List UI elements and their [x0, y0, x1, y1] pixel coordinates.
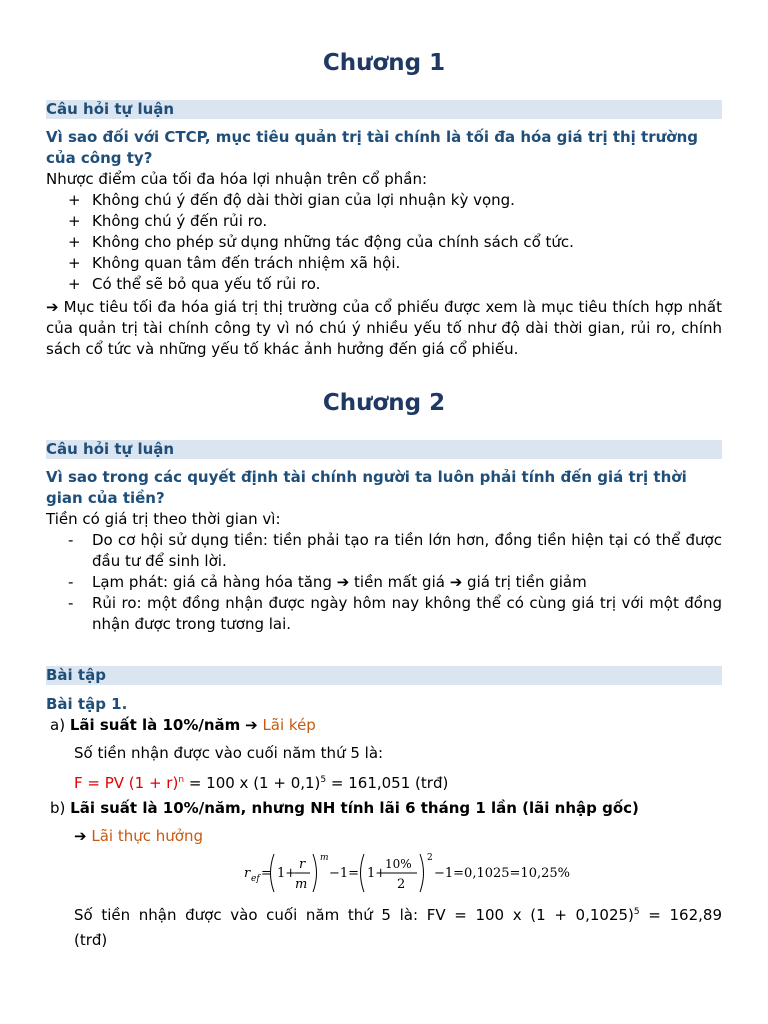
formula-one: 1+	[277, 866, 297, 881]
part-a-label: a)	[50, 716, 66, 734]
formula-m: m	[295, 877, 308, 892]
list-item: + Không cho phép sử dụng những tác động của chính sách cổ tức.	[46, 232, 722, 253]
part-b-line	[74, 902, 722, 926]
formula-eq: =	[261, 866, 272, 881]
exercise-section-bar: Bài tập	[46, 666, 722, 685]
paren-right	[313, 854, 317, 892]
part-b-line-end: = 162,89	[639, 906, 722, 924]
part-b-line-sup: 5	[633, 907, 640, 917]
formula-calc-sup: 5	[320, 775, 327, 785]
part-a-formula	[74, 770, 722, 794]
paren-right	[420, 854, 424, 892]
paren-left	[361, 854, 365, 892]
list-item: + Không chú ý đến độ dài thời gian của lợi nhuận kỳ vọng.	[46, 190, 722, 211]
formula-red-sup: n	[178, 775, 185, 785]
part-b-heading	[50, 798, 730, 819]
formula-result: −1=0,1025=10,25%	[434, 866, 571, 881]
formula-svg	[244, 848, 574, 898]
list-item: - Do cơ hội sử dụng tiền: tiền phải tạo ra tiền lớn hơn, đồng tiền hiện tại có thể được đầu tư để sinh lời.	[46, 530, 722, 572]
arrow-icon: ➔	[46, 298, 59, 316]
ch2-intro: Tiền có giá trị theo thời gian vì:	[46, 510, 281, 528]
ch2-question: Vì sao trong các quyết định tài chính người ta luôn phải tính đến giá trị thời gian của tiền?	[46, 468, 687, 507]
ch1-question: Vì sao đối với CTCP, mục tiêu quản trị tài chính là tối đa hóa giá trị thị trường của công ty?	[46, 128, 699, 167]
ch1-intro: Nhược điểm của tối đa hóa lợi nhuận trên cổ phần:	[46, 170, 428, 188]
part-a-text: Lãi suất là 10%/năm	[69, 716, 241, 734]
formula-one-b: 1+	[367, 866, 387, 881]
part-b-line-unit: (trđ)	[74, 931, 108, 949]
ch2-list	[46, 530, 722, 635]
formula-lhs: r	[244, 866, 251, 881]
formula-exp-m: m	[320, 853, 329, 863]
ch2-section-bar: Câu hỏi tự luận	[46, 440, 722, 459]
part-a-heading	[50, 715, 722, 736]
chapter-2-title: Chương 2	[322, 390, 446, 416]
list-item: + Không quan tâm đến trách nhiệm xã hội.	[46, 253, 722, 274]
part-b-type: Lãi thực hưởng	[91, 827, 203, 845]
formula-red: F = PV (1 + r)	[74, 774, 179, 792]
part-b-type-line	[74, 826, 722, 847]
ch1-conclusion-text: Mục tiêu tối đa hóa giá trị thị trường của cổ phiếu được xem là mục tiêu thích hợp nhất của quản trị tài chính công ty vì nó chú ý nhiều yếu tố như độ dài thời gian, rủi ro, chính sách cổ tức và những yếu tố khác ảnh hưởng đến giá cổ phiếu.	[46, 298, 722, 358]
arrow-icon: ➔	[245, 716, 258, 734]
list-item: - Lạm phát: giá cả hàng hóa tăng ➔ tiền mất giá ➔ giá trị tiền giảm	[46, 572, 722, 593]
part-b-text: Lãi suất là 10%/năm, nhưng NH tính lãi 6 tháng 1 lần (lãi nhập gốc)	[70, 799, 639, 817]
arrow-icon: ➔	[74, 827, 87, 845]
ch1-section-bar: Câu hỏi tự luận	[46, 100, 722, 119]
part-b-line-start: Số tiền nhận được vào cuối năm thứ 5 là: FV = 100 x (1 + 0,1025)	[74, 906, 634, 924]
formula-minus-one: −1=	[329, 866, 360, 881]
part-a-line: Số tiền nhận được vào cuối năm thứ 5 là:	[74, 744, 384, 762]
formula-result: = 161,051 (trđ)	[326, 774, 449, 792]
list-item: - Rủi ro: một đồng nhận được ngày hôm nay không thể có cùng giá trị với một đồng nhận được trong tương lai.	[46, 593, 722, 635]
chapter-1-title: Chương 1	[322, 50, 446, 76]
effective-rate-formula	[244, 848, 574, 898]
exercise-1-title: Bài tập 1.	[46, 695, 128, 713]
ch1-list	[46, 190, 722, 295]
ch1-conclusion	[46, 297, 722, 360]
part-a-type: Lãi kép	[262, 716, 316, 734]
formula-exp-2: 2	[427, 853, 433, 863]
formula-pct: 10%	[385, 857, 412, 871]
list-item: + Không chú ý đến rủi ro.	[46, 211, 722, 232]
formula-two: 2	[397, 877, 406, 892]
formula-lhs-sub: ef	[251, 874, 260, 884]
list-item: + Có thể sẽ bỏ qua yếu tố rủi ro.	[46, 274, 722, 295]
formula-calc: = 100 x (1 + 0,1)	[184, 774, 321, 792]
part-b-label: b)	[50, 799, 66, 817]
formula-r: r	[299, 857, 306, 872]
